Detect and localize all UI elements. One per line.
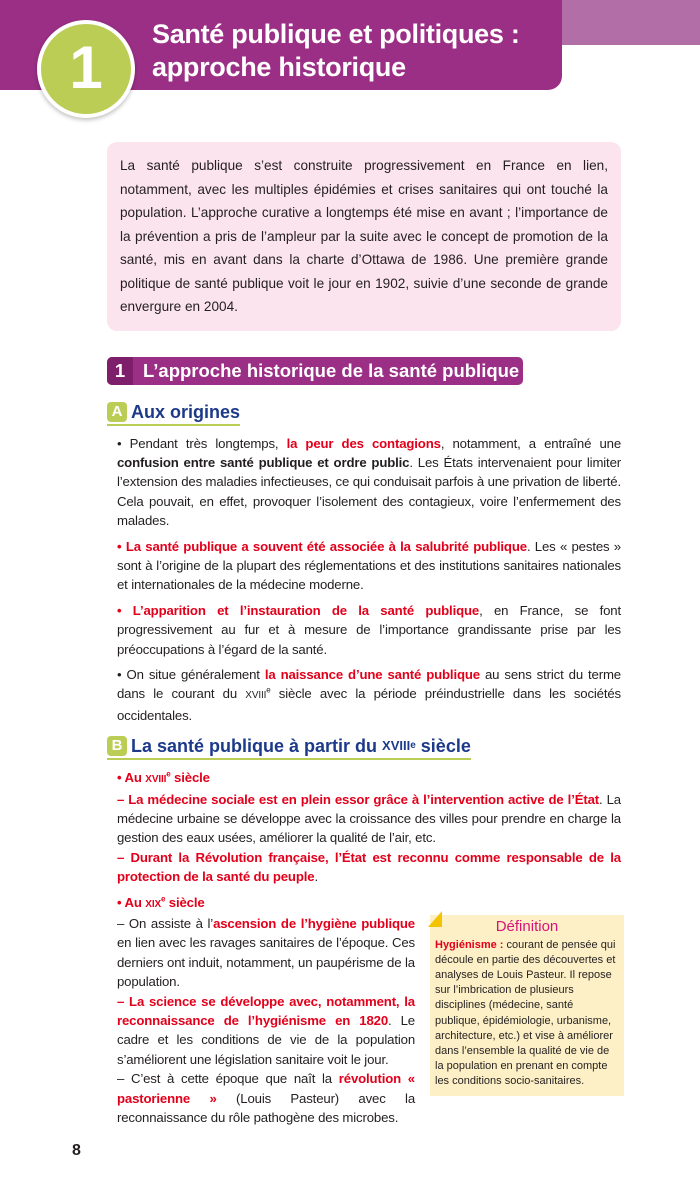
text: • Au — [117, 894, 146, 910]
intro-text: La santé publique s’est construite progressivement en France en lien, notamment, avec les multiples épidémies et crises sanitaires qui ont touché la population. L’approche curative a longtemps été mise en avant ; l’importance de la prévention a pris de l’ampleur par la suite avec le concept de promotion de la santé, mis en avant dans la charte d’Ottawa de 1986. Une première grande politique de santé publique voit le jour en 1902, suivie d’une seconde de grande envergure en 2004. — [120, 158, 608, 314]
text: en lien avec les ravages sanitaires de l’époque. Ces derniers ont induit, notamment, un paupérisme de la population. — [117, 935, 415, 990]
text: . Le cadre et les conditions de vie de la population s’améliorent une législation sanitaire voit le jour. — [117, 1013, 415, 1067]
subsection-b-body-19th — [117, 893, 415, 1128]
title-line: Santé publique et politiques : — [152, 19, 520, 49]
text: siècle — [170, 770, 210, 786]
definition-title: Définition — [495, 917, 559, 935]
corner-triangle-icon — [428, 911, 442, 927]
definition-text — [435, 938, 619, 1090]
text: siècle — [165, 894, 205, 910]
paragraph — [117, 537, 621, 595]
century: XVIII — [382, 738, 411, 754]
page-content — [107, 0, 621, 1128]
text: au sens strict du terme dans le courant du — [117, 666, 621, 702]
highlight: • L’apparition et l’instauration de la santé publique — [117, 602, 480, 618]
highlight: – La science se développe avec, notamment, la reconnaissance de l’hygiénisme en 1820 — [117, 993, 415, 1029]
title-line: approche historique — [152, 52, 406, 82]
nineteenth-century-row — [117, 893, 624, 1128]
chapter-number-badge: 1 — [37, 20, 135, 118]
definition-body: courant de pensée qui découle en partie des découvertes et analyses de Louis Pasteur. Il repose sur l’imbrication de plusieurs disciplines (médecine, santé publique, épidémiologie, urbanisme, architecture, etc.) et vise à améliorer dans l’ensemble la qualité de vie de la population en prenant en compte les conditions socio-sanitaires. — [435, 938, 616, 1088]
century-heading — [117, 768, 621, 789]
subsection-a-body — [117, 434, 621, 726]
list-item — [117, 1069, 415, 1127]
subsection-b-heading: B La santé publique à partir du XVIII e siècle — [107, 735, 471, 760]
highlight: ascension de l’hygiène publique — [213, 916, 415, 932]
intro-box — [107, 142, 621, 331]
text: (Louis Pasteur) avec la reconnaissance du rôle pathogène des microbes. — [117, 1090, 416, 1126]
highlight: la naissance d’une santé publique — [264, 666, 480, 682]
century: XVIII — [145, 774, 167, 786]
paragraph — [117, 665, 621, 725]
section-heading — [107, 357, 523, 385]
subsection-badge: B — [107, 736, 127, 756]
page-number: 8 — [72, 1141, 81, 1159]
superscript: e — [266, 685, 271, 695]
text: . — [314, 869, 318, 885]
definition-box — [430, 915, 624, 1096]
highlight: la peur des contagions — [286, 435, 441, 451]
text: . Les États intervenaient pour limiter l’extension des maladies infectieuses, ce qui conduisait parfois à une privation de liberté. Cela pouvait, en effet, provoquer l’isolement des contagieux, voire l’enfermement des malades. — [117, 454, 621, 529]
superscript: e — [166, 769, 171, 779]
definition-term: Hygiénisme : — [435, 938, 504, 951]
text: • On situe généralement — [117, 666, 265, 682]
paragraph — [117, 434, 621, 531]
subsection-a-heading — [107, 401, 240, 426]
subsection-a — [107, 401, 621, 426]
subsection-title: Aux origines — [131, 401, 241, 422]
text: . Les « pestes » sont à l’origine de la plupart des réglementations et des institutions sanitaires nationales et internationales de la médecine moderne. — [117, 538, 621, 593]
subsection-b — [107, 735, 621, 760]
subsection-title: siècle — [415, 736, 471, 757]
text: • Au — [117, 770, 146, 786]
subsection-title: La santé publique à partir du — [131, 736, 383, 757]
century: XVIII — [245, 690, 267, 702]
text: siècle avec la période préindustrielle dans les sociétés occidentales. — [117, 686, 621, 723]
text: , notamment, a entraîné une — [440, 435, 622, 451]
text: – C’est à cette époque que naît la — [117, 1071, 339, 1087]
bold-text: confusion entre santé publique et ordre public — [117, 454, 410, 470]
text: – On assiste à l’ — [117, 916, 214, 932]
list-item — [117, 848, 621, 887]
text: . La médecine urbaine se développe avec la croissance des villes pour prendre en charge la gestion des eaux usées, améliorer la qualité de l’air, etc. — [117, 791, 621, 846]
text: • Pendant très longtemps, — [117, 435, 287, 451]
highlight: révolution « pastorienne » — [117, 1071, 415, 1106]
paragraph — [117, 601, 621, 659]
highlight: – Durant la Révolution française, l’État est reconnu comme responsable de la protection de la santé du peuple — [117, 849, 621, 885]
list-item — [117, 992, 415, 1070]
century: XIX — [145, 898, 161, 910]
highlight: – La médecine sociale est en plein essor grâce à l’intervention active de l’État — [117, 791, 600, 807]
highlight: • La santé publique a souvent été associée à la salubrité publique — [117, 538, 527, 554]
section-number: 1 — [107, 357, 133, 385]
subsection-badge: A — [107, 402, 127, 422]
century-heading — [117, 893, 415, 914]
subsection-b-body — [117, 768, 621, 886]
superscript: e — [160, 894, 166, 904]
text: , en France, se font progressivement au fur et à mesure de l’importance grandissante prise par les préoccupations à l’égard de la santé. — [117, 602, 621, 657]
list-item — [117, 914, 415, 992]
list-item — [117, 790, 621, 848]
section-title: L’approche historique de la santé publique — [143, 359, 520, 381]
